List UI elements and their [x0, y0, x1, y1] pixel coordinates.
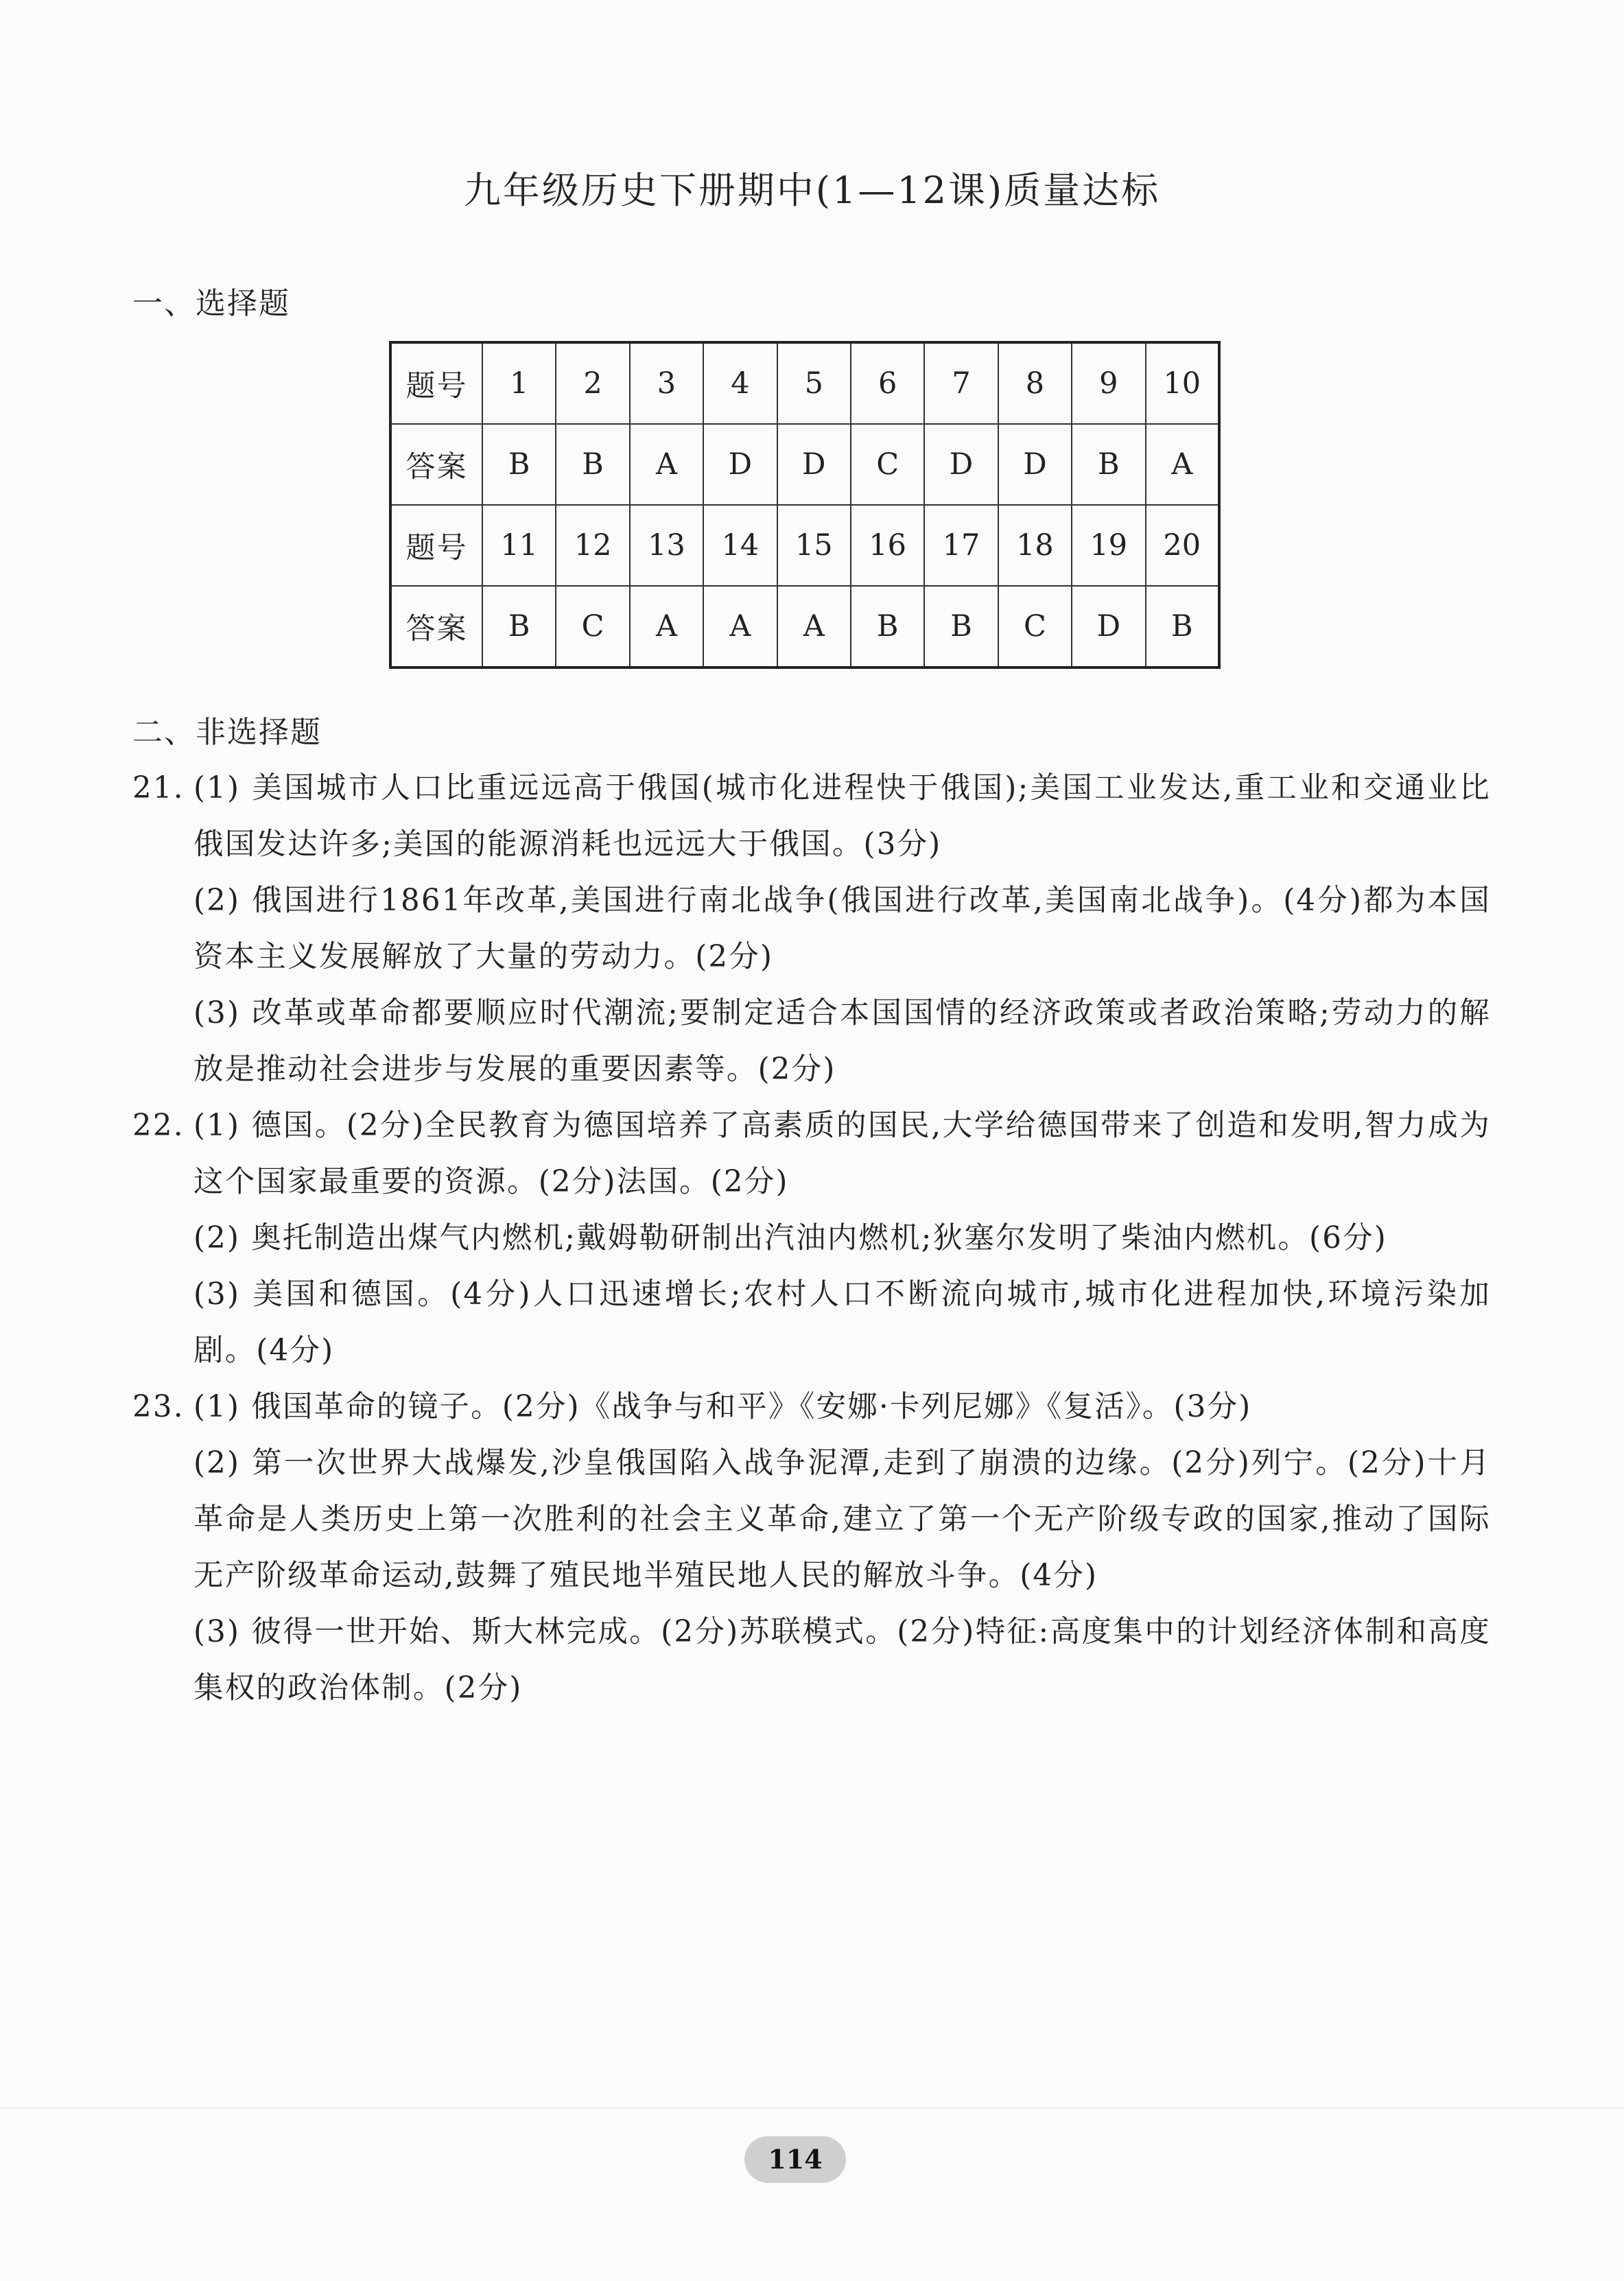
section-heading-non-choice: 二、非选择题 — [132, 715, 322, 750]
answer-cell: C — [998, 586, 1072, 667]
row-header: 题号 — [390, 505, 482, 586]
question-number-cell: 2 — [556, 342, 629, 424]
answer-cell: B — [924, 586, 998, 667]
question-number-cell: 20 — [1146, 505, 1219, 586]
question-number-cell: 16 — [851, 505, 924, 586]
question-number-cell: 3 — [630, 342, 703, 424]
answer-cell: B — [482, 586, 556, 667]
answer-cell: B — [482, 424, 556, 505]
footer-divider — [0, 2107, 1624, 2109]
question-number-cell: 9 — [1072, 342, 1145, 424]
question-number: 21. — [132, 771, 185, 805]
question-number-cell: 14 — [703, 505, 777, 586]
question-number-cell: 4 — [703, 342, 777, 424]
answer-cell: C — [556, 586, 629, 667]
answer-list — [132, 760, 1491, 1716]
row-header: 答案 — [390, 424, 482, 505]
answer-cell: B — [851, 586, 924, 667]
question-number-cell: 12 — [556, 505, 629, 586]
answer-cell: B — [556, 424, 629, 505]
question-number-cell: 11 — [482, 505, 556, 586]
answer-cell: A — [630, 424, 703, 505]
answer-part: (1) 德国。(2分)全民教育为德国培养了高素质的国民,大学给德国带来了创造和发明,智力成为这个国家最重要的资源。(2分)法国。(2分) — [193, 1109, 1491, 1199]
answer-part: (3) 彼得一世开始、斯大林完成。(2分)苏联模式。(2分)特征:高度集中的计划经济体制和高度集权的政治体制。(2分) — [193, 1615, 1491, 1705]
page-title: 九年级历史下册期中(1—12课)质量达标 — [463, 169, 1161, 212]
answer-cell: D — [1072, 586, 1145, 667]
question-number-cell: 6 — [851, 342, 924, 424]
row-header: 题号 — [390, 342, 482, 424]
question-number-cell: 13 — [630, 505, 703, 586]
answer-part: (1) 美国城市人口比重远远高于俄国(城市化进程快于俄国);美国工业发达,重工业和交通业比俄国发达许多;美国的能源消耗也远远大于俄国。(3分) — [193, 771, 1491, 862]
answer-part: (3) 改革或革命都要顺应时代潮流;要制定适合本国国情的经济政策或者政治策略;劳动力的解放是推动社会进步与发展的重要因素等。(2分) — [193, 996, 1491, 1087]
answer-cell: D — [924, 424, 998, 505]
answer-cell: D — [777, 424, 851, 505]
answer-table — [389, 341, 1221, 669]
answer-part: (2) 第一次世界大战爆发,沙皇俄国陷入战争泥潭,走到了崩溃的边缘。(2分)列宁。(2分)十月革命是人类历史上第一次胜利的社会主义革命,建立了第一个无产阶级专政的国家,推动了国际无产阶级革命运动,鼓舞了殖民地半殖民地人民的解放斗争。(4分) — [193, 1446, 1491, 1593]
row-header: 答案 — [390, 586, 482, 667]
answer-cell: A — [630, 586, 703, 667]
answer-cell: D — [998, 424, 1072, 505]
question-number-cell: 1 — [482, 342, 556, 424]
question-answer — [132, 760, 1491, 1098]
page-number: 114 — [744, 2136, 846, 2183]
answer-part: (1) 俄国革命的镜子。(2分)《战争与和平》《安娜·卡列尼娜》《复活》。(3分) — [193, 1390, 1252, 1424]
question-number-cell: 18 — [998, 505, 1072, 586]
answer-cell: A — [777, 586, 851, 667]
question-number-cell: 5 — [777, 342, 851, 424]
question-answer — [132, 1379, 1491, 1716]
question-number-cell: 17 — [924, 505, 998, 586]
question-answer — [132, 1098, 1491, 1379]
table-row — [390, 586, 1219, 667]
answer-cell: D — [703, 424, 777, 505]
question-number: 22. — [132, 1109, 185, 1143]
question-number-cell: 15 — [777, 505, 851, 586]
question-number-cell: 19 — [1072, 505, 1145, 586]
answer-cell: B — [1146, 586, 1219, 667]
question-number-cell: 7 — [924, 342, 998, 424]
answer-part: (2) 奥托制造出煤气内燃机;戴姆勒研制出汽油内燃机;狄塞尔发明了柴油内燃机。(6分) — [193, 1221, 1387, 1255]
question-number-cell: 10 — [1146, 342, 1219, 424]
section-heading-choice: 一、选择题 — [132, 286, 290, 321]
answer-cell: C — [851, 424, 924, 505]
table-row — [390, 505, 1219, 586]
answer-cell: A — [703, 586, 777, 667]
question-number-cell: 8 — [998, 342, 1072, 424]
answer-part: (2) 俄国进行1861年改革,美国进行南北战争(俄国进行改革,美国南北战争)。(4分)都为本国资本主义发展解放了大量的劳动力。(2分) — [193, 884, 1491, 974]
table-row — [390, 342, 1219, 424]
answer-cell: A — [1146, 424, 1219, 505]
question-number: 23. — [132, 1390, 185, 1424]
answer-cell: B — [1072, 424, 1145, 505]
answer-part: (3) 美国和德国。(4分)人口迅速增长;农村人口不断流向城市,城市化进程加快,环境污染加剧。(4分) — [193, 1277, 1491, 1368]
table-row — [390, 424, 1219, 505]
